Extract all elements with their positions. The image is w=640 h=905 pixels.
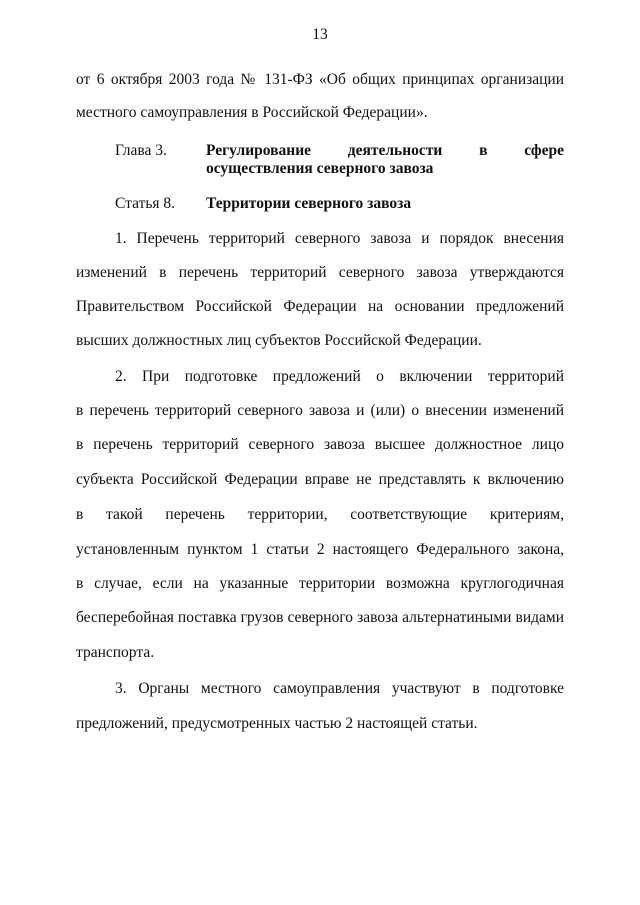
- article-title: Территории северного завоза: [206, 195, 412, 212]
- paragraph-2-line: в перечень территорий северного завоза и (или) о внесении изменений: [76, 402, 564, 419]
- intro-line-2: местного самоуправления в Российской Федерации».: [76, 104, 428, 121]
- paragraph-3-line: предложений, предусмотренных частью 2 настоящей статьи.: [76, 715, 478, 732]
- paragraph-2-line: установленным пунктом 1 статьи 2 настоящего Федерального закона,: [76, 541, 564, 558]
- paragraph-2-line: в такой перечень территории, соответствующие критериям,: [76, 506, 564, 523]
- page-number: 13: [312, 26, 328, 43]
- chapter-title-line-1: Регулирование деятельности в сфере: [206, 142, 564, 159]
- paragraph-3-line: 3. Органы местного самоуправления участвуют в подготовке: [115, 680, 564, 697]
- paragraph-1-line: высших должностных лиц субъектов Российской Федерации.: [76, 332, 482, 349]
- paragraph-1-line: изменений в перечень территорий северного завоза утверждаются: [76, 264, 564, 281]
- chapter-label: Глава 3.: [115, 142, 167, 159]
- paragraph-2-line: 2. При подготовке предложений о включении территорий: [115, 368, 564, 385]
- intro-line-1: от 6 октября 2003 года № 131-ФЗ «Об общих принципах организации: [76, 71, 564, 88]
- paragraph-2-line: бесперебойная поставка грузов северного завоза альтернатиными видами: [76, 609, 564, 626]
- paragraph-2-line: транспорта.: [76, 644, 155, 661]
- article-label: Статья 8.: [115, 195, 176, 212]
- chapter-title-line-2: осуществления северного завоза: [206, 160, 434, 177]
- paragraph-2-line: в случае, если на указанные территории возможна круглогодичная: [76, 575, 564, 592]
- paragraph-2-line: субъекта Российской Федерации вправе не представлять к включению: [76, 471, 564, 488]
- paragraph-2-line: в перечень территорий северного завоза высшее должностное лицо: [76, 436, 564, 453]
- paragraph-1-line: Правительством Российской Федерации на основании предложений: [76, 298, 564, 315]
- paragraph-1-line: 1. Перечень территорий северного завоза и порядок внесения: [115, 230, 564, 247]
